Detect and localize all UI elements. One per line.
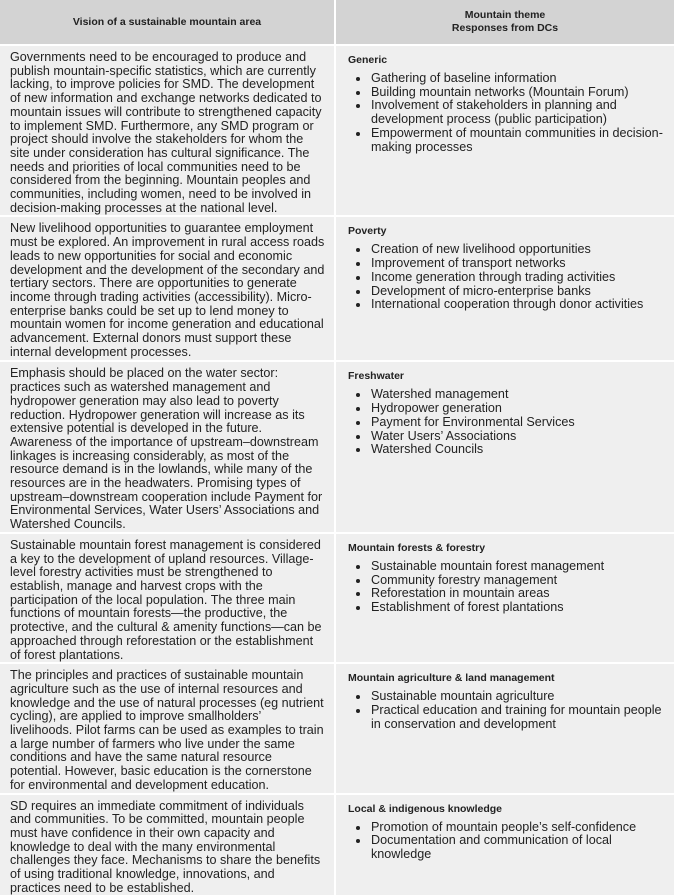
table-row xyxy=(0,360,674,531)
response-item: • Involvement of stakeholders in planning and development process (public participation) xyxy=(370,99,666,126)
table-row xyxy=(0,532,674,662)
response-cell xyxy=(336,532,674,662)
response-item: • Improvement of transport networks xyxy=(370,257,666,271)
theme-title: Freshwater xyxy=(348,370,405,383)
header-vision: Vision of a sustainable mountain area xyxy=(0,0,336,44)
vision-text: SD requires an immediate commitment of individuals and communities. To be committed, mountain people must have confidence in their own capacity and knowledge to deal with the many environmental challenges they face. Mechanisms to share the benefits of using traditional knowledge, innovations, and practices need to be established. xyxy=(0,793,336,895)
response-item: • Community forestry management xyxy=(370,574,666,588)
vision-text: New livelihood opportunities to guarantee employment must be explored. An improvement in rural access roads leads to new opportunities for social and economic development and the development of the secondary and tertiary sectors. There are opportunities to generate income through trading activities (accessibility). Micro-enterprise banks could be set up to lend money to mountain women for income generation and educational advancement. External donors must support these internal development processes. xyxy=(0,215,336,360)
theme-title: Local & indigenous knowledge xyxy=(348,802,503,815)
response-item: • Reforestation in mountain areas xyxy=(370,587,666,601)
vision-text: Governments need to be encouraged to produce and publish mountain-specific statistics, which are currently lacking, to improve policies for SMD. The development of new information and exchange networks dedicated to mountain issues will contribute to strengthened capacity to implement SMD. Furthermore, any SMD program or project should involve the stakeholders for whom the site under consideration has cultural significance. The needs and priorities of local communities need to be considered from the beginning. Mountain peoples and communities, including women, need to be involved in decision-making processes at the national level. xyxy=(0,44,336,215)
theme-title: Generic xyxy=(348,54,388,66)
response-cell xyxy=(336,662,674,792)
response-item: • Hydropower generation xyxy=(370,402,666,416)
table-row xyxy=(0,44,674,215)
response-list xyxy=(348,560,666,615)
table-row xyxy=(0,662,674,792)
response-item: • Sustainable mountain agriculture xyxy=(370,690,666,704)
response-item: • Empowerment of mountain communities in decision-making processes xyxy=(370,127,666,154)
response-list xyxy=(348,690,666,731)
response-item: • Sustainable mountain forest management xyxy=(370,560,666,574)
response-item: • Water Users’ Associations xyxy=(370,430,666,444)
response-item: • Practical education and training for mountain people in conservation and development xyxy=(370,704,666,731)
response-item: • Payment for Environmental Services xyxy=(370,416,666,430)
table-row xyxy=(0,793,674,895)
response-list xyxy=(348,72,666,154)
response-cell xyxy=(336,215,674,360)
response-item: • Documentation and communication of local knowledge xyxy=(370,834,666,861)
header-theme-line1: Mountain theme xyxy=(464,9,546,21)
response-item: • Building mountain networks (Mountain Forum) xyxy=(370,86,666,100)
theme-title: Mountain agriculture & land management xyxy=(348,672,555,685)
vision-text: Sustainable mountain forest management is considered a key to the development of upland resources. Village-level forestry activities must be strengthened to establish, manage and harvest crops with the participation of the local population. The three main functions of mountain forests—the productive, the protective, and the cultural & amenity functions—can be approached through reforestation or the establishment of forest plantations. xyxy=(0,532,336,662)
response-cell xyxy=(336,793,674,895)
header-theme xyxy=(336,0,674,44)
header-theme-line2: Responses from DCs xyxy=(451,22,559,34)
response-list xyxy=(348,821,666,862)
response-item: • Promotion of mountain people’s self-confidence xyxy=(370,821,666,835)
response-list xyxy=(348,388,666,457)
response-item: • Watershed management xyxy=(370,388,666,402)
table-header-row xyxy=(0,0,674,44)
vision-text: Emphasis should be placed on the water sector: practices such as watershed management and hydropower generation may also lead to poverty reduction. Hydropower generation will increase as its extensive potential is developed in the future. Awareness of the importance of upstream–downstream linkages is increasing considerably, as most of the resource demand is in the lowlands, while many of the resources are in the headwaters. Promising types of upstream–downstream cooperation include Payment for Environmental Services, Water Users’ Associations and Watershed Councils. xyxy=(0,360,336,531)
response-item: • Income generation through trading activities xyxy=(370,271,666,285)
response-cell xyxy=(336,360,674,531)
response-list xyxy=(348,243,666,312)
response-cell xyxy=(336,44,674,215)
theme-title: Poverty xyxy=(348,225,387,238)
response-item: • Gathering of baseline information xyxy=(370,72,666,86)
response-item: • Creation of new livelihood opportunities xyxy=(370,243,666,257)
table-row xyxy=(0,215,674,360)
theme-title: Mountain forests & forestry xyxy=(348,541,486,554)
response-item: • International cooperation through donor activities xyxy=(370,298,666,312)
response-item: • Development of micro-enterprise banks xyxy=(370,285,666,299)
response-item: • Establishment of forest plantations xyxy=(370,601,666,615)
response-item: • Watershed Councils xyxy=(370,443,666,457)
vision-text: The principles and practices of sustainable mountain agriculture such as the use of internal resources and knowledge and the use of natural processes (eg nutrient cycling), are applied to improve smallholders’ livelihoods. Pilot farms can be used as examples to train a large number of farmers who live under the same conditions and have the same natural resource potential. However, basic education is the cornerstone for environmental and development education. xyxy=(0,662,336,792)
